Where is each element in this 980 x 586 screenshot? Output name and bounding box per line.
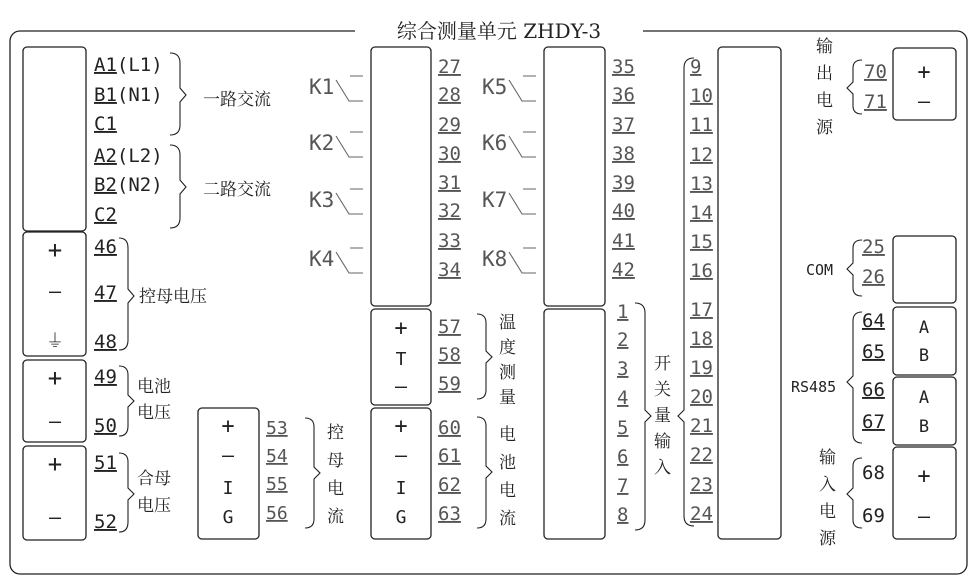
relay-k8-label: K8	[482, 247, 508, 271]
sign-g-56: G	[222, 507, 234, 528]
terminal-41: 41	[612, 230, 635, 252]
terminal-6: 6	[617, 446, 629, 468]
input-power-char-3: 电	[819, 502, 836, 522]
terminal-15: 15	[690, 231, 713, 253]
output-power-char-4: 源	[816, 118, 833, 138]
sign-plus-68: +	[917, 464, 931, 489]
terminal-34: 34	[438, 259, 461, 281]
terminal-5: 5	[617, 417, 629, 439]
terminal-24: 24	[690, 503, 713, 525]
terminal-28: 28	[438, 84, 461, 106]
terminal-12: 12	[690, 144, 713, 166]
terminal-13: 13	[690, 173, 713, 195]
switch-caption-char-1: 开	[654, 354, 671, 374]
suffix-l1: (L1)	[116, 54, 163, 76]
sign-plus-53: +	[221, 414, 235, 439]
terminal-58: 58	[438, 344, 461, 366]
terminal-32: 32	[438, 200, 461, 222]
switch-caption-char-2: 关	[654, 380, 671, 400]
temperature-char-1: 温	[499, 313, 516, 333]
terminal-61: 61	[438, 445, 461, 467]
terminal-30: 30	[438, 143, 461, 165]
sign-plus-49: +	[47, 364, 63, 392]
kongmu-voltage-caption: 控母电压	[139, 287, 207, 307]
sign-plus-57: +	[394, 316, 408, 341]
rs485-b-65: B	[918, 346, 930, 366]
terminal-9: 9	[690, 56, 702, 78]
terminal-18: 18	[690, 328, 713, 350]
sign-minus-52: —	[48, 505, 62, 529]
suffix-l2: (L2)	[116, 145, 163, 167]
output-power-char-3: 电	[816, 91, 833, 111]
terminal-33: 33	[438, 230, 461, 252]
sign-plus-51: +	[47, 450, 63, 478]
svg-text:C1	[94, 113, 117, 135]
kongmu-current-char-2: 母	[327, 451, 344, 471]
terminal-40: 40	[612, 200, 635, 222]
terminal-c1: C1	[94, 113, 117, 135]
battery-voltage-caption-1: 电池	[137, 377, 171, 397]
suffix-n1: (N1)	[116, 84, 163, 106]
hemu-voltage-caption-1: 合母	[137, 469, 171, 489]
rs485-a-64: A	[918, 318, 930, 338]
relay-k7-label: K7	[482, 188, 508, 212]
terminal-b2: B2	[94, 174, 117, 196]
relay-k5-label: K5	[482, 75, 508, 99]
terminal-3: 3	[617, 358, 629, 380]
temperature-char-3: 测	[499, 363, 516, 383]
ac-input-block	[23, 47, 86, 231]
suffix-n2: (N2)	[116, 174, 163, 196]
rs485-a-66: A	[918, 388, 930, 408]
sign-minus-61: —	[394, 443, 408, 467]
terminal-b1: B1	[94, 84, 117, 106]
kongmu-current-char-1: 控	[327, 423, 344, 443]
relay-k6-label: K6	[482, 131, 508, 155]
terminal-64: 64	[862, 310, 885, 332]
terminal-51: 51	[94, 452, 117, 474]
sign-minus-50: —	[48, 409, 62, 433]
terminal-16: 16	[690, 260, 713, 282]
terminal-22: 22	[690, 444, 713, 466]
sign-minus-71: —	[917, 89, 931, 113]
switch-caption-char-4: 输	[654, 432, 671, 452]
battery-current-char-3: 电	[499, 481, 516, 501]
battery-voltage-caption-2: 电压	[137, 403, 171, 423]
terminal-27: 27	[438, 56, 461, 78]
terminal-55: 55	[266, 474, 288, 495]
kongmu-current-char-4: 流	[327, 507, 344, 527]
terminal-67: 67	[862, 411, 885, 433]
terminal-10: 10	[690, 85, 713, 107]
svg-text:C2	[94, 204, 117, 226]
ac1-caption: 一路交流	[203, 90, 271, 110]
terminal-66: 66	[862, 379, 885, 401]
svg-text:B1(N1)	[94, 84, 163, 106]
relay-k4-label: K4	[309, 247, 335, 271]
svg-text:A2(L2)	[94, 145, 163, 167]
terminal-54: 54	[266, 446, 288, 467]
relay-k2-label: K2	[309, 131, 335, 155]
battery-current-char-1: 电	[499, 425, 516, 445]
sign-g-63: G	[395, 507, 407, 528]
svg-text:B2(N2)	[94, 174, 163, 196]
terminal-39: 39	[612, 172, 635, 194]
terminal-62: 62	[438, 474, 461, 496]
terminal-29: 29	[438, 114, 461, 136]
terminal-69: 69	[862, 505, 885, 527]
battery-current-char-2: 池	[499, 453, 516, 473]
terminal-50: 50	[94, 415, 117, 437]
sign-minus-47: —	[48, 279, 62, 303]
terminal-4: 4	[617, 387, 629, 409]
input-power-char-1: 输	[819, 448, 836, 468]
terminal-71: 71	[864, 91, 887, 113]
terminal-a2: A2	[94, 145, 117, 167]
sign-plus-60: +	[394, 414, 408, 439]
terminal-a1: A1	[94, 54, 117, 76]
sign-i-62: I	[395, 478, 407, 499]
input-power-char-2: 入	[819, 475, 836, 495]
switch-caption-char-3: 量	[654, 406, 671, 426]
output-power-char-1: 输	[816, 37, 833, 57]
sign-t-58: T	[395, 349, 407, 370]
terminal-57: 57	[438, 316, 461, 338]
relay-k1-label: K1	[309, 75, 335, 99]
sign-minus-59: —	[394, 374, 408, 398]
ac2-caption: 二路交流	[203, 180, 271, 200]
input-power-char-4: 源	[819, 529, 836, 549]
sign-plus-46: +	[47, 236, 63, 264]
terminal-14: 14	[690, 202, 713, 224]
ground-icon: ⏚	[46, 331, 64, 352]
terminal-70: 70	[864, 61, 887, 83]
kongmu-current-char-3: 电	[327, 479, 344, 499]
com-block	[893, 236, 956, 303]
sign-plus-70: +	[917, 60, 931, 85]
hemu-voltage-caption-2: 电压	[137, 496, 171, 516]
terminal-23: 23	[690, 474, 713, 496]
terminal-11: 11	[690, 114, 713, 136]
terminal-26: 26	[862, 266, 885, 288]
sign-minus-69: —	[917, 504, 931, 528]
diagram-title: 综合测量单元 ZHDY-3	[396, 19, 602, 43]
rs485-label: RS485	[791, 378, 837, 396]
switch-caption-char-5: 入	[654, 458, 671, 478]
terminal-36: 36	[612, 84, 635, 106]
relay-k3-label: K3	[309, 188, 335, 212]
terminal-8: 8	[617, 504, 629, 526]
terminal-56: 56	[266, 503, 288, 524]
terminal-c2: C2	[94, 204, 117, 226]
terminal-52: 52	[94, 511, 117, 533]
terminal-21: 21	[690, 415, 713, 437]
svg-text:A1(L1)	[94, 54, 163, 76]
terminal-31: 31	[438, 172, 461, 194]
sign-i-55: I	[222, 478, 234, 499]
terminal-17: 17	[690, 299, 713, 321]
com-label: COM	[806, 261, 834, 279]
output-power-char-2: 出	[816, 64, 833, 84]
rs485-b-67: B	[918, 417, 930, 437]
switch-input-left-block	[544, 309, 605, 539]
terminal-68: 68	[862, 462, 885, 484]
terminal-42: 42	[612, 259, 635, 281]
relay-left-block	[371, 47, 431, 306]
terminal-7: 7	[617, 475, 629, 497]
terminal-1: 1	[617, 301, 629, 323]
relay-right-block	[544, 47, 605, 306]
terminal-37: 37	[612, 114, 635, 136]
terminal-25: 25	[862, 236, 885, 258]
terminal-49: 49	[94, 366, 117, 388]
terminal-46: 46	[94, 236, 117, 258]
terminal-63: 63	[438, 503, 461, 525]
terminal-47: 47	[94, 282, 117, 304]
temperature-char-4: 量	[499, 388, 516, 408]
sign-minus-54: —	[221, 443, 235, 467]
terminal-19: 19	[690, 357, 713, 379]
battery-current-char-4: 流	[499, 509, 516, 529]
temperature-char-2: 度	[499, 338, 516, 358]
terminal-38: 38	[612, 143, 635, 165]
terminal-60: 60	[438, 417, 461, 439]
terminal-2: 2	[617, 329, 629, 351]
terminal-48: 48	[94, 331, 117, 353]
terminal-20: 20	[690, 386, 713, 408]
switch-input-right-block	[718, 47, 781, 539]
terminal-65: 65	[862, 341, 885, 363]
terminal-53: 53	[266, 418, 288, 439]
terminal-35: 35	[612, 56, 635, 78]
terminal-59: 59	[438, 373, 461, 395]
